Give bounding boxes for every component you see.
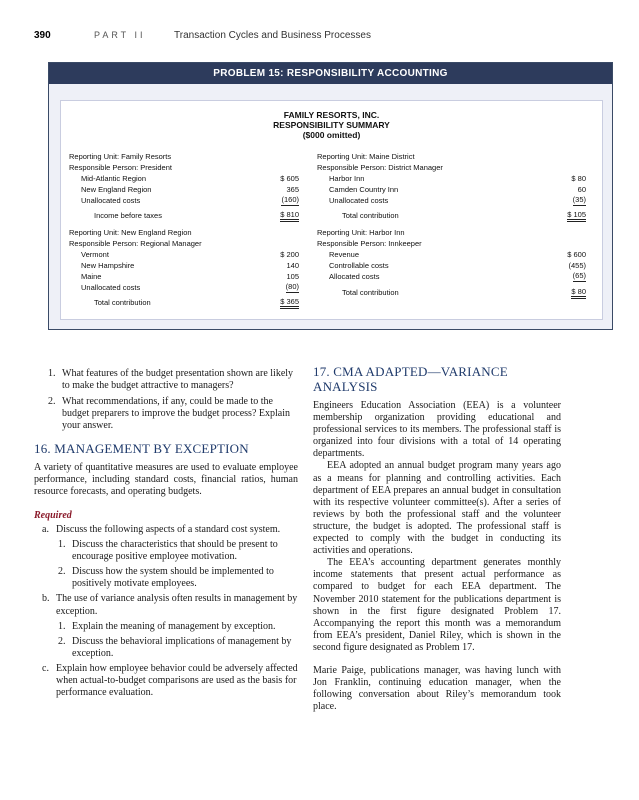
reporting-unit: Reporting Unit: Maine District <box>317 152 415 161</box>
right-column <box>313 364 561 713</box>
line-item: Maine 105 <box>81 272 299 281</box>
block-new-england <box>69 227 299 308</box>
block-family-resorts <box>69 151 299 221</box>
page-number: 390 <box>34 30 51 41</box>
line-item: Mid-Atlantic Region $ 605 <box>81 174 299 183</box>
reporting-unit: Reporting Unit: Family Resorts <box>69 152 172 161</box>
required-label: Required <box>34 509 72 521</box>
left-column <box>34 368 298 702</box>
reporting-unit: Reporting Unit: New England Region <box>69 228 192 237</box>
list-item: 1. What features of the budget presentation shown are likely to make the budget attractive to managers? <box>48 368 294 392</box>
list-item: b. The use of variance analysis often results in management by exception. <box>42 593 298 617</box>
line-item: Allocated costs (65) <box>329 271 586 281</box>
paragraph: Marie Paige, publications manager, was having lunch with Jon Franklin, continuing education manager, when the following conversation about Riley’s memorandum took place. <box>313 664 561 713</box>
line-item: Revenue $ 600 <box>329 250 586 259</box>
list-item: 2. Discuss the behavioral implications of management by exception. <box>58 635 292 659</box>
part-label: PART II <box>94 30 146 40</box>
responsible-person: Responsible Person: President <box>69 163 172 172</box>
block-harbor-inn <box>317 227 586 298</box>
summary-title: RESPONSIBILITY SUMMARY <box>273 120 390 130</box>
line-item: Unallocated costs (160) <box>81 195 299 205</box>
line-item: Camden Country Inn 60 <box>329 185 586 194</box>
block-maine-district <box>317 151 586 221</box>
list-item: 1. Explain the meaning of management by exception. <box>58 620 276 632</box>
list-item: c. Explain how employee behavior could be adversely affected when actual-to-budget comparisons are used as the basis for performance evaluation. <box>42 662 298 699</box>
responsible-person: Responsible Person: Innkeeper <box>317 239 422 248</box>
chapter-title: Transaction Cycles and Business Processes <box>174 30 371 41</box>
paragraph: EEA adopted an annual budget program many years ago as a means for planning and controlling activities. Each department of EEA prepares an annual budget in consultation with its respective volunteer committee(s). After a series of reviews by both the professional staff and the volunteer structure, the budget is adopted. The professional staff is expected to comply with the budget in conducting its activities and operations. <box>313 460 561 557</box>
section-heading-16: 16. MANAGEMENT BY EXCEPTION <box>34 441 249 457</box>
list-item: 1. Discuss the characteristics that should be present to encourage positive employee motivation. <box>58 539 278 563</box>
responsible-person: Responsible Person: Regional Manager <box>69 239 202 248</box>
summary-heading <box>61 110 602 140</box>
line-item: Vermont $ 200 <box>81 250 299 259</box>
line-item: Controllable costs (455) <box>329 261 586 270</box>
paragraph: A variety of quantitative measures are used to evaluate employee performance, including standard costs, financial ratios, human resource forecasts, and operating budgets. <box>34 461 298 497</box>
list-item: 2. What recommendations, if any, could be made to the budget preparers to improve the budget process? Explain your answer. <box>48 396 290 432</box>
problem-15-exhibit <box>48 62 613 330</box>
line-item: New England Region 365 <box>81 185 299 194</box>
line-item: Unallocated costs (80) <box>81 282 299 292</box>
responsibility-summary <box>60 100 603 320</box>
total-line: Total contribution $ 365 <box>94 297 299 307</box>
total-line: Total contribution $ 80 <box>342 287 586 297</box>
total-line: Total contribution $ 105 <box>342 210 586 220</box>
list-item: 2. Discuss how the system should be implemented to positively motivate employees. <box>58 566 274 590</box>
line-item: New Hampshire 140 <box>81 261 299 270</box>
line-item: Harbor Inn $ 80 <box>329 174 586 183</box>
paragraph: The EEA’s accounting department generates monthly income statements that present actual performance as compared to budget for each EEA department. The November 2010 statement for the publications department is shown in the first figure designated Problem 17. Accompanying the report this month was a memorandum from EEA’s president, Daniel Riley, which is shown in the second figure designated as Problem 17. <box>313 557 561 653</box>
paragraph: Engineers Education Association (EEA) is a volunteer membership organization providing educational and professional services to its members. The professional staff is organized into four divisions with a total of 14 operating departments. <box>313 400 561 460</box>
reporting-unit: Reporting Unit: Harbor Inn <box>317 228 405 237</box>
line-item: Unallocated costs (35) <box>329 195 586 205</box>
units-note: ($000 omitted) <box>302 130 361 140</box>
total-line: Income before taxes $ 810 <box>94 210 299 220</box>
section-heading-17: 17. CMA ADAPTED—VARIANCE ANALYSIS <box>313 364 508 394</box>
responsible-person: Responsible Person: District Manager <box>317 163 443 172</box>
company-name: FAMILY RESORTS, INC. <box>283 110 380 120</box>
running-head <box>34 30 614 41</box>
list-item: a. Discuss the following aspects of a standard cost system. <box>42 523 281 535</box>
exhibit-title-bar: PROBLEM 15: RESPONSIBILITY ACCOUNTING <box>49 63 612 84</box>
